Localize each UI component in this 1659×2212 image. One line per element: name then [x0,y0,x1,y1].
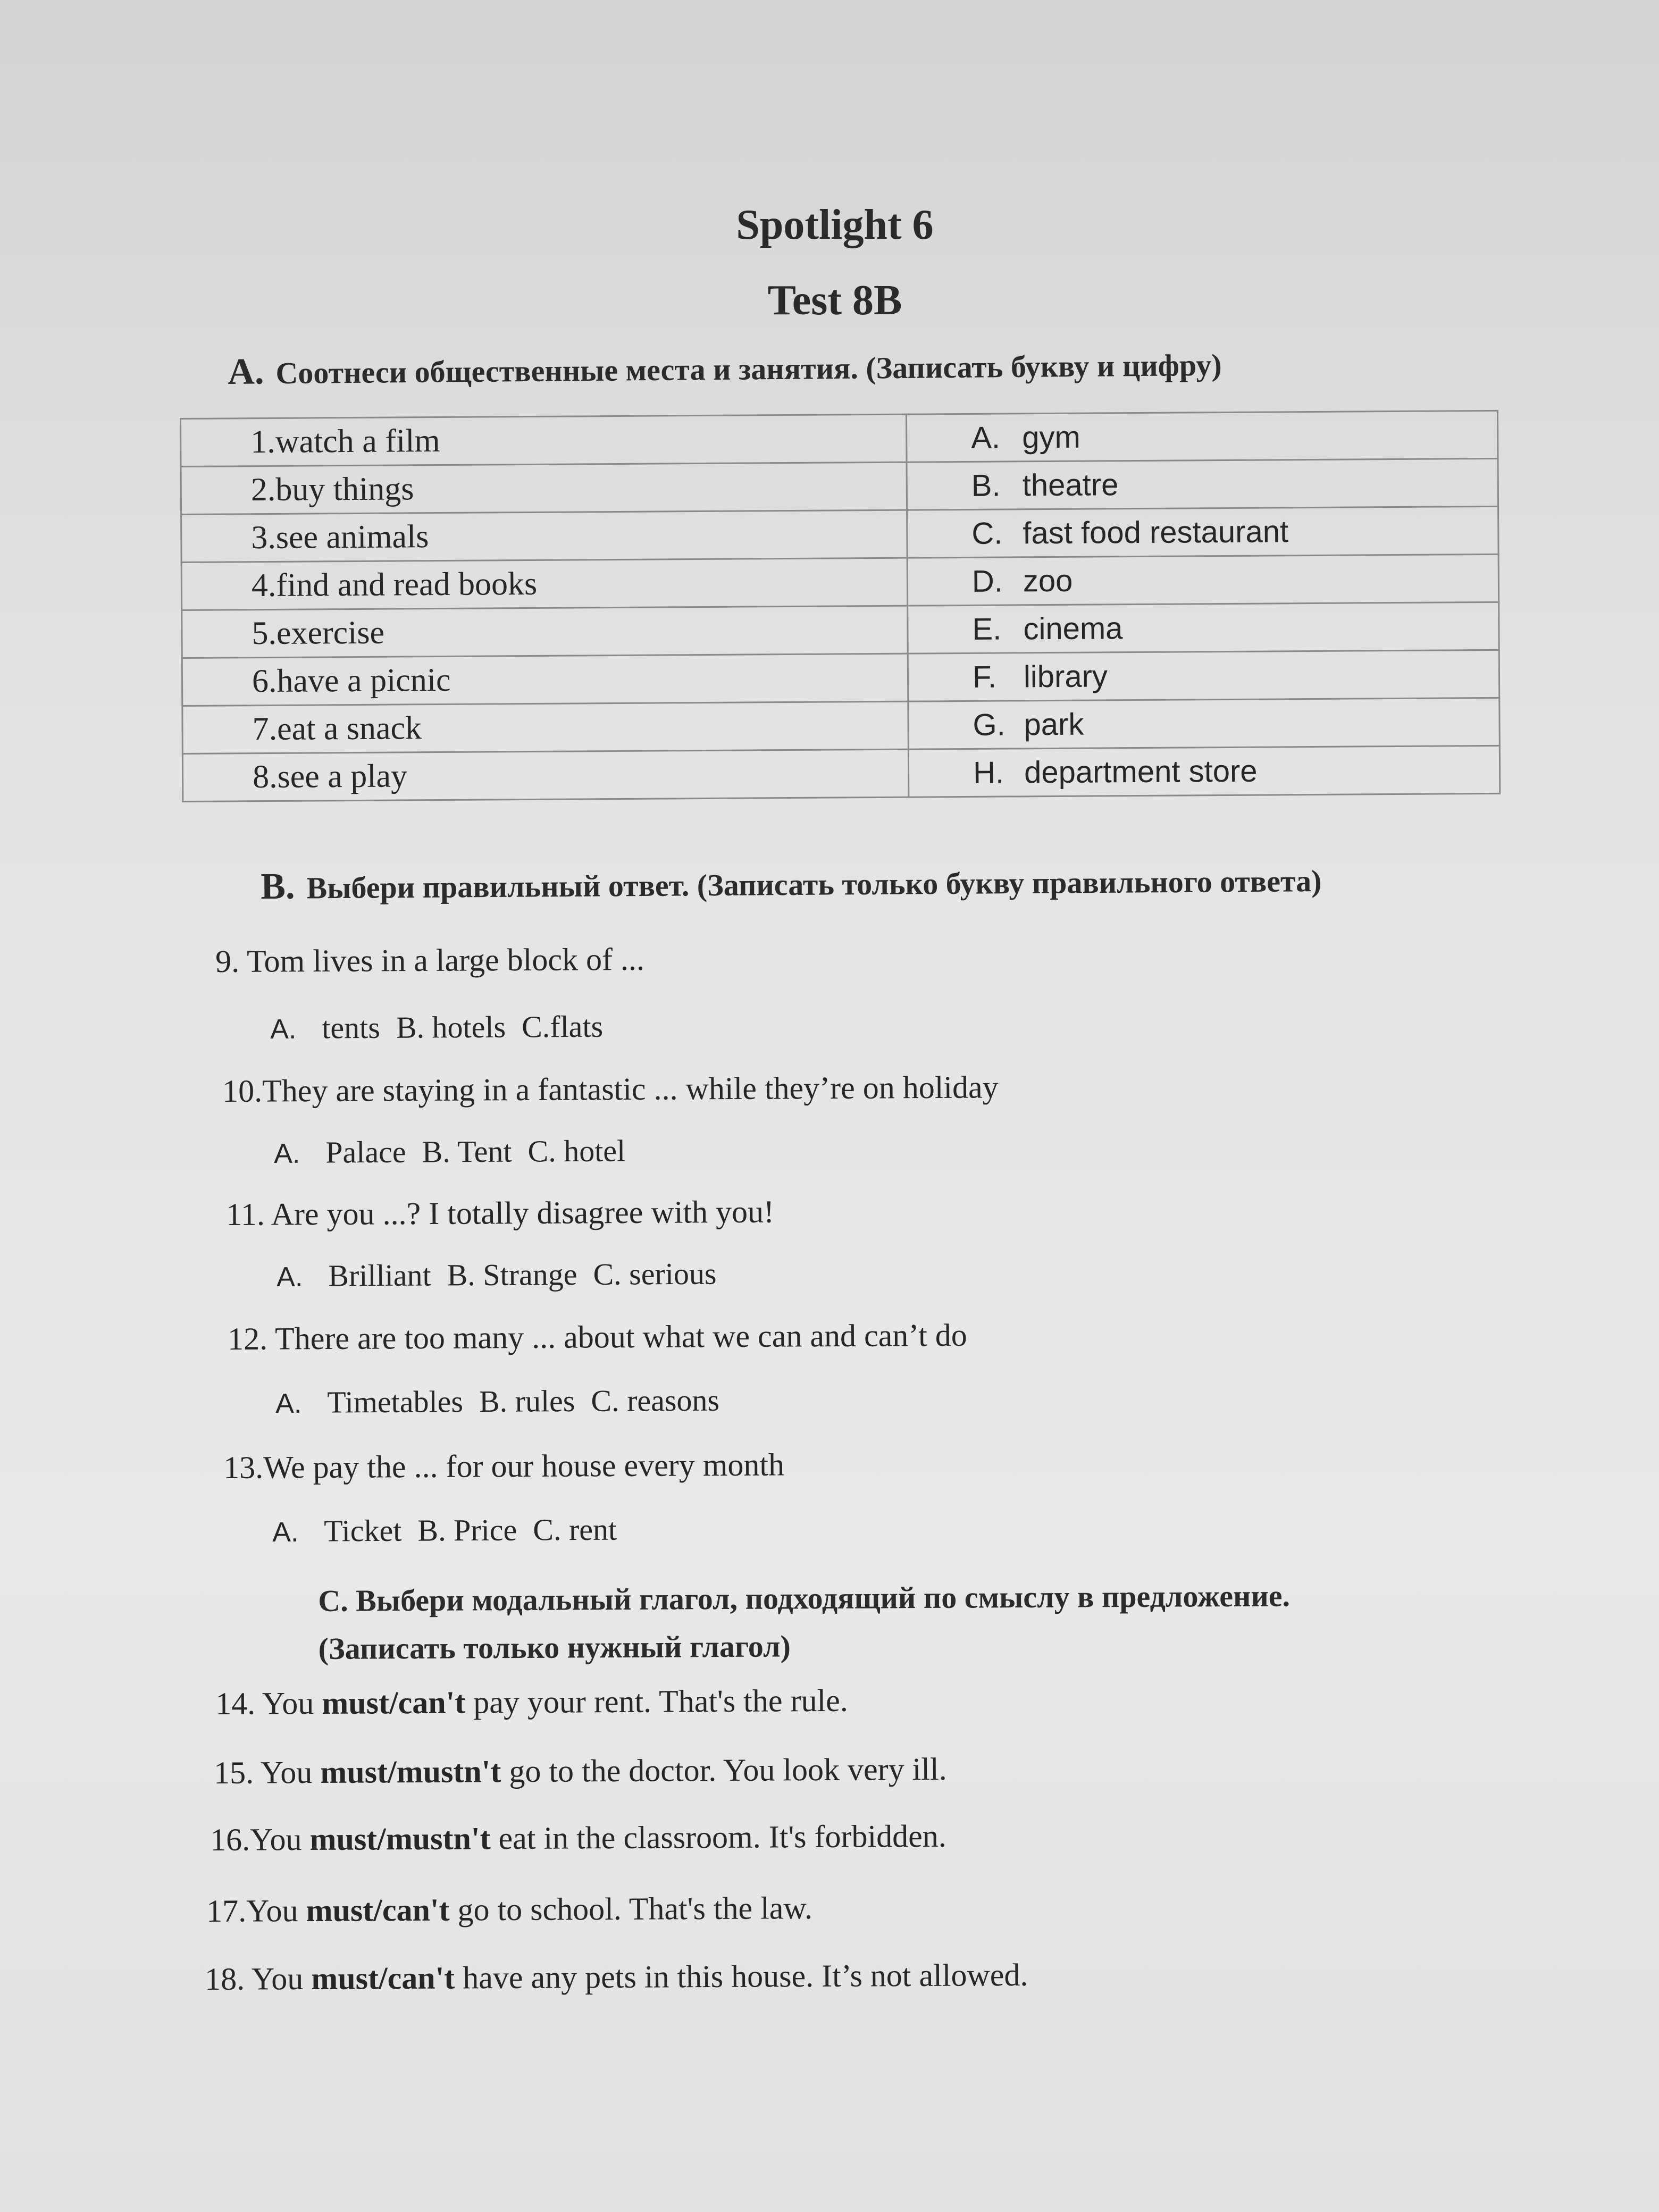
option-a: Brilliant [328,1258,431,1293]
sentence-end: eat in the classroom. It's forbidden. [498,1818,946,1856]
option-a: Palace [325,1134,406,1170]
sentence-end: go to the doctor. You look very ill. [509,1751,947,1789]
place-cell [908,745,1500,797]
options-12 [275,1382,719,1420]
modal-verb-choice: must/can't [306,1892,450,1929]
option-b: B. hotels [396,1009,506,1045]
place-name: theatre [1022,467,1119,503]
matching-table [180,410,1501,802]
option-a-mark: A. [270,1013,297,1045]
option-a: Ticket [324,1513,402,1548]
option-b: B. Strange [447,1257,577,1293]
place-cell [907,458,1498,510]
options-10 [274,1133,625,1170]
test-subtitle: Test 8B [767,277,902,324]
activity-cell: 5.exercise [182,606,908,658]
sentence-end: go to school. That's the law. [457,1890,813,1928]
place-name: fast food restaurant [1023,514,1289,551]
table-row [181,458,1498,514]
section-a-instruction: Соотнеси общественные места и занятия. (Записать букву и цифру) [275,347,1222,391]
activity-cell: 8.see a play [182,749,909,801]
option-c: C. rent [533,1512,617,1547]
place-cell [907,506,1499,558]
section-c-heading [318,1572,1291,1673]
place-cell [908,698,1500,749]
question-13: 13.We pay the ... for our house every month [223,1447,785,1485]
section-c-note: (Записать только нужный глагол) [318,1629,791,1666]
sentence-start: 16.You [210,1822,302,1857]
sentence-14 [215,1682,848,1722]
table-row [181,506,1499,562]
place-name: gym [1022,420,1081,455]
modal-verb-choice: must/can't [311,1960,455,1996]
table-row [181,554,1499,610]
sentence-17 [206,1890,812,1930]
place-cell [906,410,1498,462]
table-row [182,698,1500,753]
question-11: 11. Are you ...? I totally disagree with you! [226,1194,775,1232]
option-b: B. Price [417,1512,517,1548]
activity-cell: 2.buy things [181,462,907,514]
place-letter: B. [971,468,1001,503]
option-a-mark: A. [276,1261,303,1293]
section-a-heading [228,342,1222,393]
sentence-start: 18. You [205,1961,304,1997]
option-c: C. reasons [591,1382,720,1418]
section-c-instruction: C. Выбери модальный глагол, подходящий по смыслу в предложение. [318,1578,1291,1618]
place-letter: A. [971,420,1001,455]
modal-verb-choice: must/mustn't [320,1754,501,1790]
option-c: C. serious [593,1256,717,1292]
options-11 [276,1256,717,1294]
place-letter: F. [972,659,997,694]
place-name: park [1024,707,1084,742]
section-b-instruction: Выбери правильный ответ. (Записать только букву правильного ответа) [306,864,1322,906]
table-row [182,602,1499,658]
sentence-15 [214,1751,947,1791]
place-letter: G. [973,707,1006,742]
option-b: B. rules [479,1384,575,1419]
activity-cell: 7.eat a snack [182,701,909,753]
sentence-start: 15. You [214,1755,313,1790]
place-name: department store [1024,753,1258,790]
activity-cell: 4.find and read books [181,558,908,610]
activity-cell: 6.have a picnic [182,653,908,706]
option-a-mark: A. [275,1388,302,1419]
sentence-start: 14. You [215,1686,314,1721]
option-a: tents [322,1010,381,1045]
question-12: 12. There are too many ... about what we can and can’t do [228,1317,967,1356]
activity-cell: 3.see animals [181,510,908,562]
modal-verb-choice: must/mustn't [309,1821,491,1857]
place-cell [908,602,1499,653]
sentence-start: 17.You [206,1893,298,1929]
sentence-end: have any pets in this house. It’s not allowed. [463,1957,1028,1996]
options-9 [270,1009,603,1046]
sentence-end: pay your rent. That's the rule. [473,1682,848,1720]
place-letter: C. [971,516,1003,551]
place-cell [908,650,1499,701]
sentence-16 [210,1818,946,1858]
place-name: cinema [1023,611,1123,647]
place-letter: H. [973,755,1004,790]
test-title: Spotlight 6 [736,202,934,248]
modal-verb-choice: must/can't [322,1685,466,1721]
table-row [182,650,1499,706]
option-c: C. hotel [527,1133,626,1169]
table-row [182,745,1500,801]
activity-cell: 1.watch a film [181,414,907,466]
section-a-letter: A. [228,351,264,392]
table-row [181,410,1498,466]
place-letter: E. [972,611,1002,647]
place-name: zoo [1023,563,1073,599]
options-13 [272,1512,617,1549]
section-b-letter: B. [261,866,295,907]
option-a-mark: A. [274,1138,300,1169]
place-letter: D. [971,564,1003,599]
option-a-mark: A. [272,1516,299,1548]
option-b: B. Tent [422,1134,512,1169]
option-a: Timetables [327,1384,464,1420]
option-c: C.flats [521,1009,604,1044]
sentence-18 [205,1957,1028,1998]
place-cell [907,554,1499,606]
question-10: 10.They are staying in a fantastic ... while they’re on holiday [222,1069,999,1109]
place-name: library [1023,659,1108,694]
question-9: 9. Tom lives in a large block of ... [215,941,645,979]
section-b-heading [261,858,1322,908]
